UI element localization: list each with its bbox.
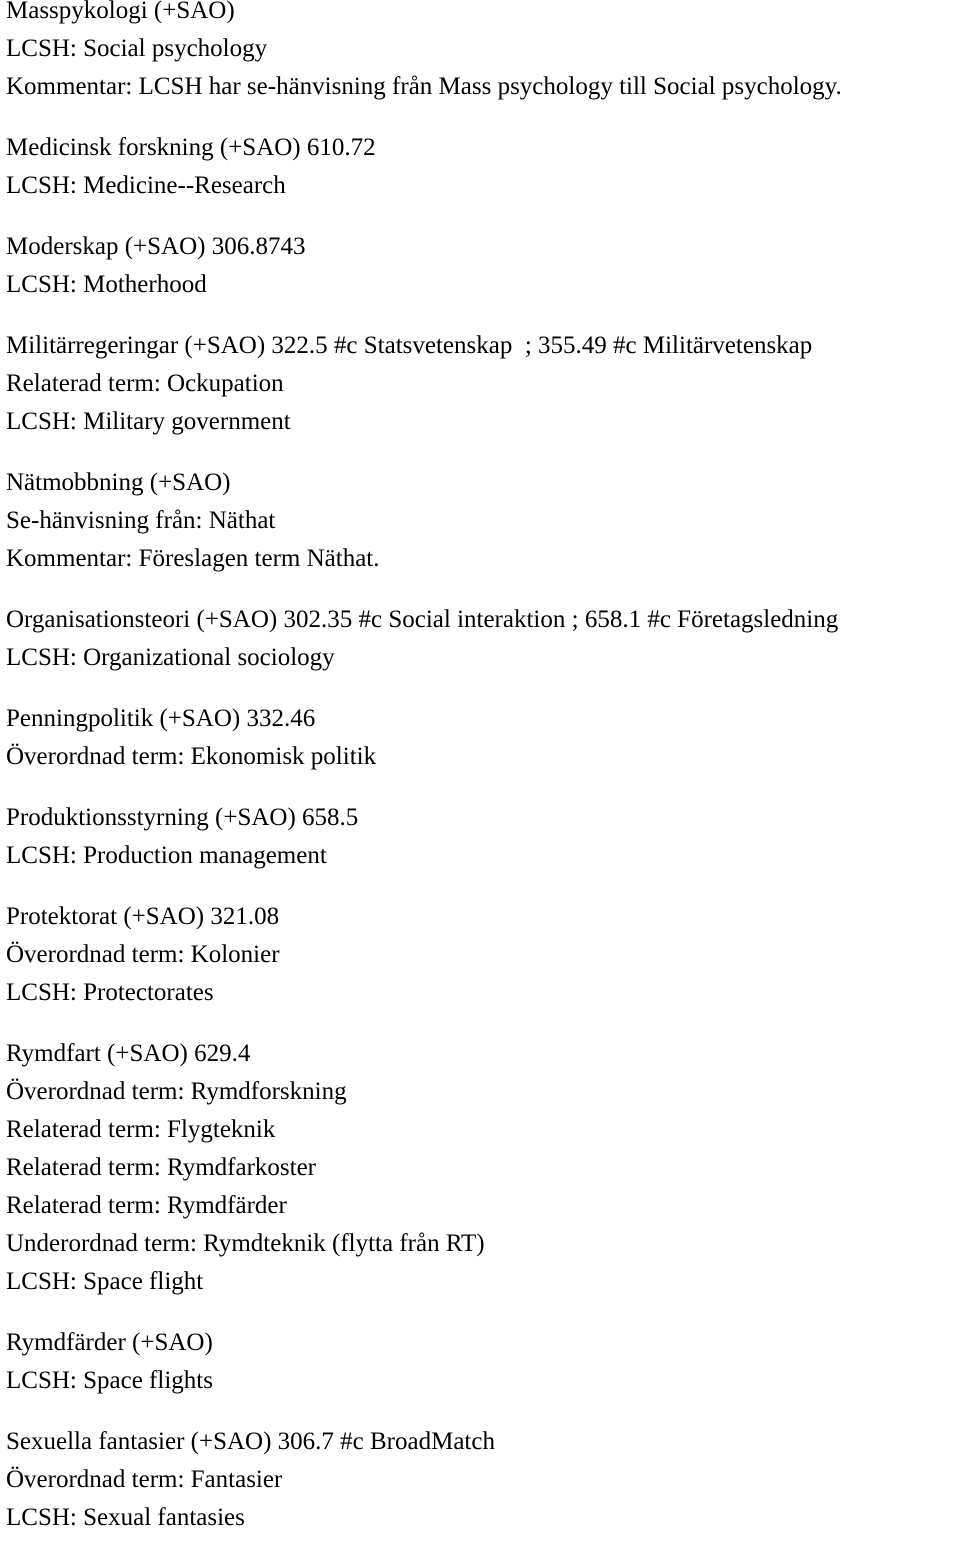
entry-line: Relaterad term: Rymdfarkoster xyxy=(6,1154,316,1181)
subject-entry xyxy=(6,1035,956,1301)
entry-heading: Masspykologi (+SAO) xyxy=(6,0,235,24)
entry-line: Överordnad term: Ekonomisk politik xyxy=(6,743,377,770)
entry-heading: Rymdfart (+SAO) 629.4 xyxy=(6,1040,251,1067)
entry-line: LCSH: Space flights xyxy=(6,1367,213,1394)
subject-entry xyxy=(6,1423,956,1537)
entry-line: LCSH: Protectorates xyxy=(6,979,214,1006)
entry-heading: Penningpolitik (+SAO) 332.46 xyxy=(6,705,316,732)
subject-entry xyxy=(6,601,956,677)
entry-heading: Militärregeringar (+SAO) 322.5 #c Statsvetenskap ; 355.49 #c Militärvetenskap xyxy=(6,332,813,359)
subject-entry xyxy=(6,1324,956,1400)
entry-line: LCSH: Military government xyxy=(6,408,291,435)
entry-line: LCSH: Motherhood xyxy=(6,271,207,298)
subject-entry xyxy=(6,799,956,875)
document-page xyxy=(6,0,956,1560)
entry-heading: Sexuella fantasier (+SAO) 306.7 #c BroadMatch xyxy=(6,1428,495,1455)
entry-heading: Moderskap (+SAO) 306.8743 xyxy=(6,233,306,260)
entry-line: Se-hänvisning från: Näthat xyxy=(6,507,276,534)
entry-line: LCSH: Social psychology xyxy=(6,35,268,62)
subject-entry xyxy=(6,0,956,106)
entry-heading: Organisationsteori (+SAO) 302.35 #c Social interaktion ; 658.1 #c Företagsledning xyxy=(6,606,839,633)
entry-line: Underordnad term: Rymdteknik (flytta från RT) xyxy=(6,1230,485,1257)
entry-heading: Protektorat (+SAO) 321.08 xyxy=(6,903,280,930)
entry-line: LCSH: Production management xyxy=(6,842,327,869)
entry-line: Relaterad term: Ockupation xyxy=(6,370,284,397)
entry-line: Kommentar: LCSH har se-hänvisning från Mass psychology till Social psychology. xyxy=(6,73,842,100)
subject-entry xyxy=(6,129,956,205)
entry-heading: Nätmobbning (+SAO) xyxy=(6,469,231,496)
subject-entry xyxy=(6,228,956,304)
entry-line: Överordnad term: Rymdforskning xyxy=(6,1078,347,1105)
entry-line: LCSH: Medicine--Research xyxy=(6,172,286,199)
subject-entry xyxy=(6,898,956,1012)
entry-heading: Produktionsstyrning (+SAO) 658.5 xyxy=(6,804,359,831)
entry-line: Kommentar: Föreslagen term Näthat. xyxy=(6,545,380,572)
entry-heading: Medicinsk forskning (+SAO) 610.72 xyxy=(6,134,376,161)
entry-line: Relaterad term: Flygteknik xyxy=(6,1116,276,1143)
entry-line: LCSH: Space flight xyxy=(6,1268,204,1295)
entry-line: Relaterad term: Rymdfärder xyxy=(6,1192,287,1219)
subject-entry xyxy=(6,327,956,441)
entry-line: LCSH: Organizational sociology xyxy=(6,644,335,671)
entry-line: LCSH: Sexual fantasies xyxy=(6,1504,245,1531)
subject-entry xyxy=(6,464,956,578)
entry-line: Överordnad term: Fantasier xyxy=(6,1466,283,1493)
entry-heading: Rymdfärder (+SAO) xyxy=(6,1329,213,1356)
subject-entry xyxy=(6,700,956,776)
entry-line: Överordnad term: Kolonier xyxy=(6,941,280,968)
